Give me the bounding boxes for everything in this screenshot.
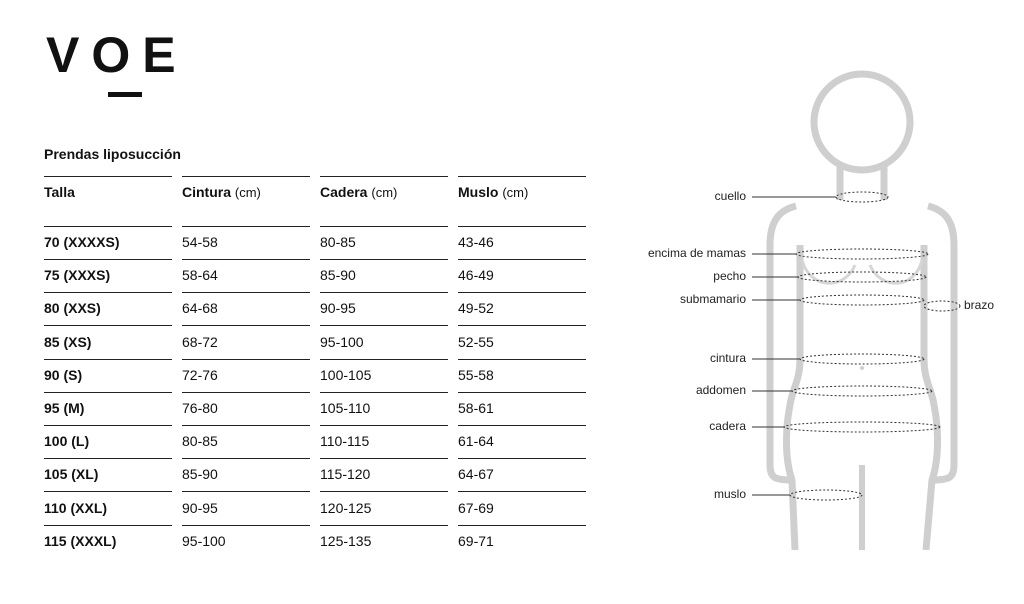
- underbust-measure: [800, 295, 924, 305]
- header-top-rule: [458, 176, 586, 177]
- label-cuello: cuello: [714, 189, 746, 203]
- row-divider: [44, 359, 172, 360]
- row-divider: [182, 259, 310, 260]
- column-header-label: Talla: [44, 184, 75, 200]
- measurement-cell: 64-67: [458, 466, 494, 483]
- row-divider: [44, 292, 172, 293]
- row-divider: [458, 458, 586, 459]
- row-divider: [320, 525, 448, 526]
- abdomen-measure: [792, 386, 932, 396]
- header-bottom-rule: [458, 226, 586, 227]
- label-addomen: addomen: [695, 383, 746, 397]
- logo-underline: [108, 92, 142, 97]
- row-divider: [182, 491, 310, 492]
- row-divider: [44, 259, 172, 260]
- row-divider: [182, 458, 310, 459]
- size-label-cell: 90 (S): [44, 366, 83, 383]
- measurement-cell: 64-68: [182, 300, 218, 317]
- row-divider: [320, 425, 448, 426]
- column-header-label: Cintura: [182, 184, 231, 200]
- column-header-unit: (cm): [371, 185, 398, 200]
- row-divider: [458, 491, 586, 492]
- measurement-cell: 55-58: [458, 366, 494, 383]
- measurement-cell: 105-110: [320, 400, 371, 416]
- size-label-cell: 85 (XS): [44, 333, 92, 350]
- logo-text: VOE: [46, 27, 188, 83]
- row-divider: [458, 525, 586, 526]
- measurement-cell: 80-85: [182, 433, 218, 450]
- waist-measure: [800, 354, 924, 364]
- measurement-cell: 43-46: [458, 234, 494, 250]
- brand-logo: [46, 27, 188, 83]
- label-encima-de-mamas: encima de mamas: [647, 246, 746, 260]
- measurement-cell: 46-49: [458, 267, 494, 284]
- measurement-cell: 110-115: [320, 433, 370, 450]
- row-divider: [44, 425, 172, 426]
- navel: [860, 366, 864, 370]
- measurement-cell: 90-95: [320, 300, 356, 317]
- row-divider: [320, 491, 448, 492]
- label-cintura: cintura: [709, 351, 746, 365]
- measurement-cell: 95-100: [320, 333, 364, 350]
- measurement-cell: 85-90: [182, 466, 218, 483]
- header-bottom-rule: [182, 226, 310, 227]
- measurement-cell: 68-72: [182, 333, 218, 350]
- measurement-cell: 58-64: [182, 267, 218, 284]
- thigh-measure: [790, 490, 862, 500]
- measurement-cell: 100-105: [320, 366, 372, 383]
- measurement-cell: 95-100: [182, 532, 226, 549]
- measurement-cell: 61-64: [458, 433, 494, 450]
- size-label-cell: 100 (L): [44, 433, 90, 450]
- label-pecho: pecho: [713, 269, 746, 283]
- size-label-cell: 95 (M): [44, 400, 85, 416]
- measurement-cell: 49-52: [458, 300, 494, 317]
- header-top-rule: [44, 176, 172, 177]
- column-header-unit: (cm): [502, 185, 529, 200]
- row-divider: [458, 259, 586, 260]
- measurement-cell: 125-135: [320, 532, 372, 549]
- measurement-cell: 120-125: [320, 499, 372, 516]
- head-outline: [814, 74, 910, 170]
- size-label-cell: 75 (XXXS): [44, 267, 111, 284]
- row-divider: [320, 325, 448, 326]
- hip-measure: [784, 422, 940, 432]
- row-divider: [44, 491, 172, 492]
- row-divider: [182, 525, 310, 526]
- size-label-cell: 105 (XL): [44, 466, 99, 483]
- header-bottom-rule: [320, 226, 448, 227]
- row-divider: [458, 425, 586, 426]
- measurement-cell: 52-55: [458, 333, 494, 350]
- measurement-cell: 80-85: [320, 234, 356, 250]
- column-header: [458, 184, 528, 201]
- measurement-cell: 90-95: [182, 499, 218, 516]
- row-divider: [458, 392, 586, 393]
- column-header: [44, 184, 75, 200]
- row-divider: [44, 458, 172, 459]
- label-brazo: brazo: [964, 298, 995, 312]
- header-bottom-rule: [44, 226, 172, 227]
- row-divider: [182, 392, 310, 393]
- row-divider: [320, 292, 448, 293]
- row-divider: [44, 525, 172, 526]
- size-label-cell: 80 (XXS): [44, 300, 101, 317]
- row-divider: [320, 359, 448, 360]
- row-divider: [44, 325, 172, 326]
- row-divider: [458, 325, 586, 326]
- row-divider: [320, 259, 448, 260]
- row-divider: [182, 359, 310, 360]
- measurement-cell: 76-80: [182, 400, 218, 416]
- row-divider: [182, 325, 310, 326]
- measurement-cell: 67-69: [458, 499, 494, 516]
- row-divider: [182, 292, 310, 293]
- column-header: [320, 184, 397, 201]
- measurement-cell: 54-58: [182, 234, 218, 250]
- table-caption: Prendas liposucción: [44, 146, 181, 162]
- column-header-label: Cadera: [320, 184, 368, 200]
- above-breast-measure: [796, 249, 928, 259]
- row-divider: [320, 392, 448, 393]
- measurement-cell: 115-120: [320, 466, 371, 483]
- row-divider: [458, 292, 586, 293]
- label-cadera: cadera: [709, 419, 746, 433]
- size-label-cell: 110 (XXL): [44, 499, 108, 516]
- measurement-cell: 72-76: [182, 366, 218, 383]
- row-divider: [458, 359, 586, 360]
- size-label-cell: 115 (XXXL): [44, 532, 117, 549]
- size-label-cell: 70 (XXXXS): [44, 234, 120, 250]
- header-top-rule: [320, 176, 448, 177]
- row-divider: [44, 392, 172, 393]
- neck-measure: [836, 192, 888, 202]
- column-header-unit: (cm): [234, 185, 261, 200]
- measurement-cell: 58-61: [458, 400, 494, 416]
- row-divider: [182, 425, 310, 426]
- measurement-cell: 69-71: [458, 532, 494, 549]
- label-muslo: muslo: [713, 487, 746, 501]
- label-submamario: submamario: [679, 292, 746, 306]
- row-divider: [320, 458, 448, 459]
- torso-right-outline: [924, 206, 954, 550]
- torso-left-outline: [770, 206, 800, 550]
- measurement-cell: 85-90: [320, 267, 356, 284]
- header-top-rule: [182, 176, 310, 177]
- column-header-label: Muslo: [458, 184, 499, 200]
- column-header: [182, 184, 261, 201]
